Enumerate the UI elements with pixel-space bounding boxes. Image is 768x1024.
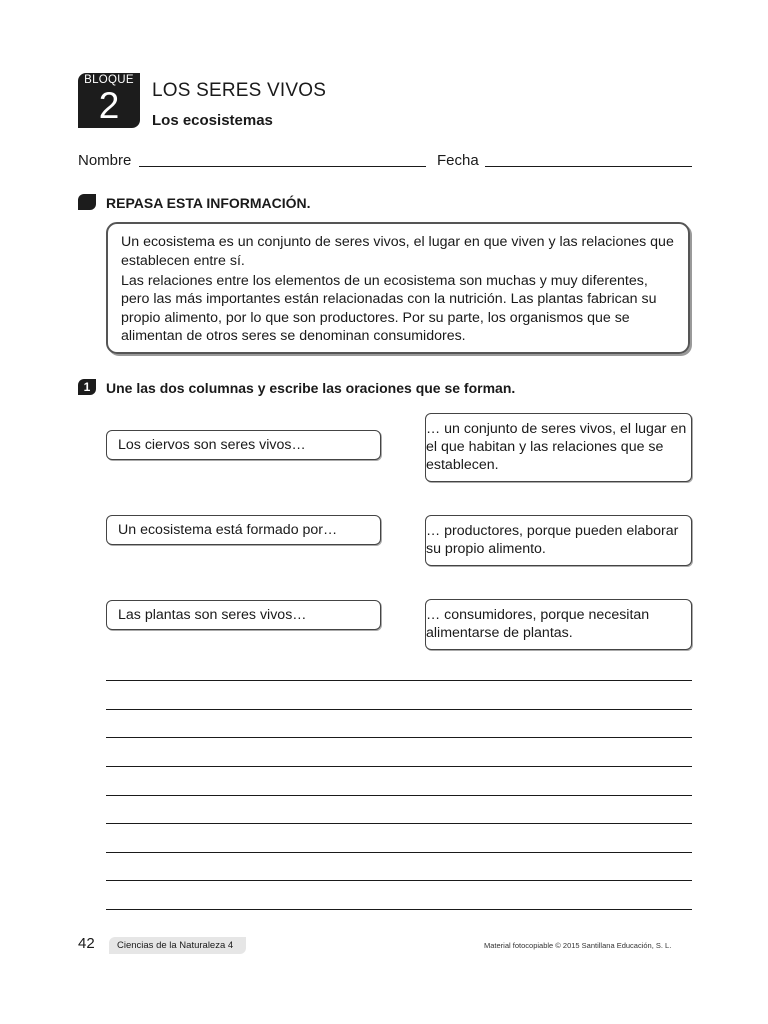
- right-item[interactable]: … productores, porque pueden elaborar su propio alimento.: [425, 515, 692, 566]
- writing-line[interactable]: [106, 680, 692, 681]
- name-label: Nombre: [78, 152, 132, 169]
- block-badge: [78, 73, 140, 128]
- right-item[interactable]: … un conjunto de seres vivos, el lugar en el que habitan y las relaciones que se establecen.: [425, 413, 692, 482]
- page-title: LOS SERES VIVOS: [152, 80, 327, 101]
- review-bullet-icon: [78, 194, 96, 210]
- left-item[interactable]: Los ciervos son seres vivos…: [106, 430, 381, 460]
- block-number: 2: [98, 85, 120, 126]
- writing-line[interactable]: [106, 709, 692, 710]
- writing-line[interactable]: [106, 795, 692, 796]
- writing-line[interactable]: [106, 823, 692, 824]
- writing-line[interactable]: [106, 852, 692, 853]
- copyright-notice: Material fotocopiable © 2015 Santillana Educación, S. L.: [484, 941, 672, 950]
- left-item[interactable]: Las plantas son seres vivos…: [106, 600, 381, 630]
- block-label: BLOQUE: [84, 74, 134, 86]
- page-subtitle: Los ecosistemas: [152, 112, 273, 129]
- name-field[interactable]: [139, 166, 426, 167]
- info-paragraph: Las relaciones entre los elementos de un ecosistema son muchas y muy diferentes, pero las más importantes están relacionadas con la nutrición. Las plantas fabrican su propio alimento, por lo que son productores. Por su parte, los organismos que se alimentan de otros seres se denominan consumidores.: [121, 272, 657, 344]
- right-item[interactable]: … consumidores, porque necesitan alimentarse de plantas.: [425, 599, 692, 650]
- writing-line[interactable]: [106, 766, 692, 767]
- exercise-number-badge: 1: [78, 379, 96, 395]
- left-item[interactable]: Un ecosistema está formado por…: [106, 515, 381, 545]
- subject-tag: Ciencias de la Naturaleza 4: [109, 937, 246, 954]
- info-paragraph: Un ecosistema es un conjunto de seres vivos, el lugar en que viven y las relaciones que establecen entre sí.: [121, 234, 674, 269]
- writing-line[interactable]: [106, 737, 692, 738]
- page-number: 42: [78, 935, 95, 952]
- review-heading: REPASA ESTA INFORMACIÓN.: [106, 195, 311, 211]
- exercise-instruction: Une las dos columnas y escribe las oraciones que se forman.: [106, 380, 516, 396]
- info-box: [106, 222, 690, 354]
- writing-line[interactable]: [106, 880, 692, 881]
- writing-line[interactable]: [106, 909, 692, 910]
- date-label: Fecha: [437, 152, 479, 169]
- date-field[interactable]: [485, 166, 692, 167]
